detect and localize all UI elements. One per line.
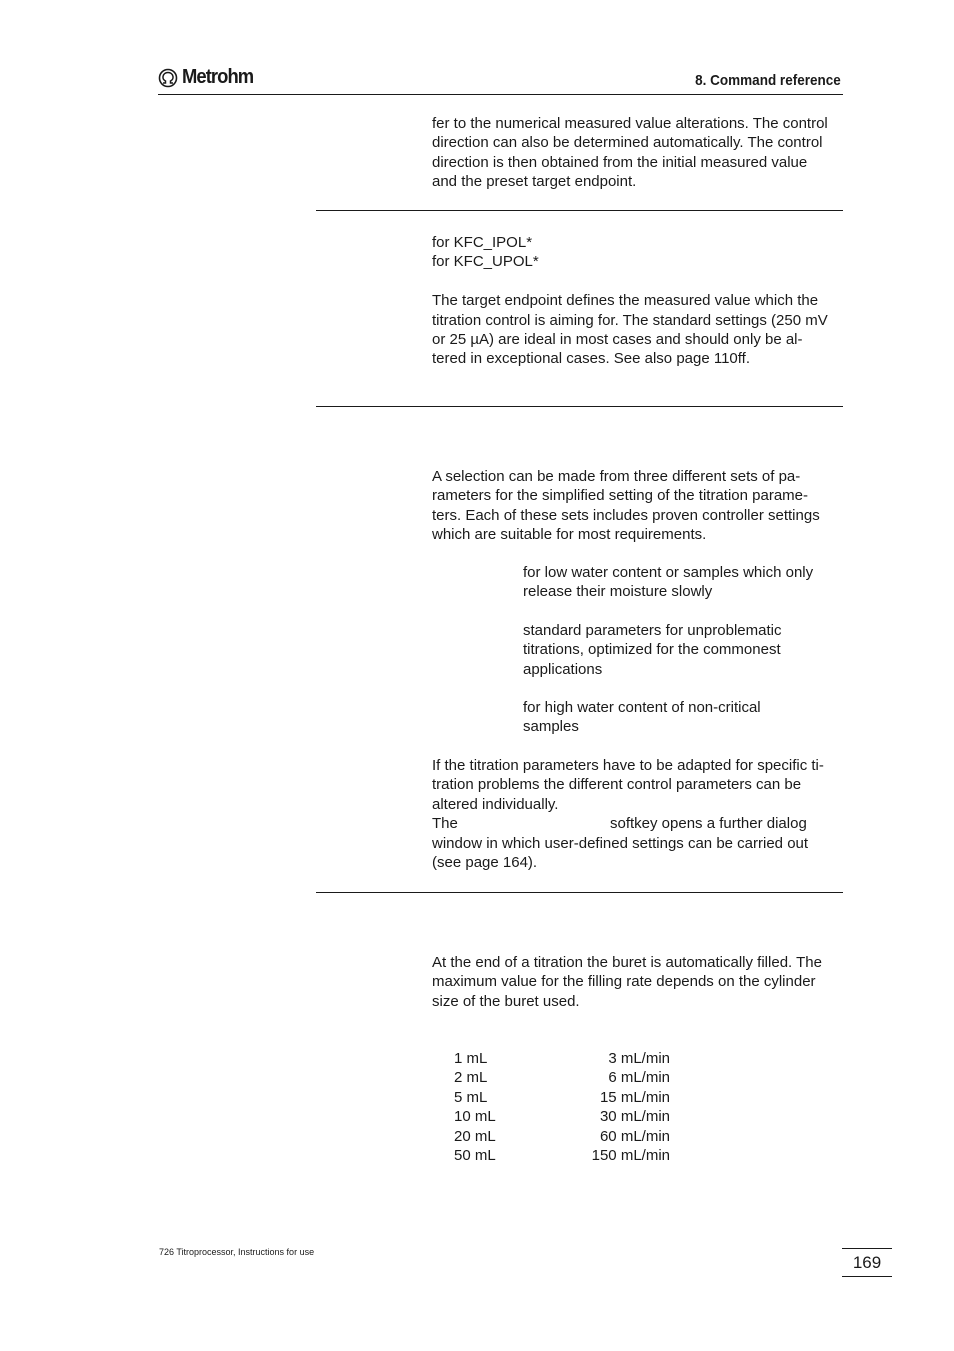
parameter-set-option [523, 698, 761, 737]
cylinder-volume: 10 mL [454, 1108, 496, 1126]
text-line: samples [523, 718, 579, 736]
text-line: which are suitable for most requirements. [432, 526, 707, 544]
table-row [454, 1068, 670, 1087]
text-line: maximum value for the filling rate depends on the cylinder [432, 973, 816, 991]
text-line: direction is then obtained from the initial measured value [432, 153, 808, 171]
cylinder-volume: 1 mL [454, 1050, 488, 1067]
max-filling-rate: 3 mL/min [608, 1050, 670, 1067]
max-filling-rate: 150 mL/min [591, 1147, 670, 1165]
parameter-sets-intro [432, 467, 820, 545]
text-line: If the titration parameters have to be adapted for specific ti- [432, 757, 824, 774]
table-row [454, 1049, 670, 1068]
text-line: size of the buret used. [432, 992, 580, 1010]
text-line: The target endpoint defines the measured value which the [432, 292, 819, 310]
table-row [454, 1146, 670, 1165]
filling-rate-text [432, 953, 822, 1011]
section-divider [316, 210, 843, 211]
text-line: tration problems the different control parameters can be [432, 776, 802, 794]
max-filling-rate: 60 mL/min [599, 1127, 670, 1145]
cylinder-volume: 5 mL [454, 1088, 488, 1106]
range-line: for KFC_IPOL* [432, 234, 533, 251]
section-title: 8. Command reference [695, 72, 841, 89]
filling-rate-table [454, 1049, 670, 1165]
text-line: fer to the numerical measured value alterations. The control [432, 115, 828, 132]
max-filling-rate: 15 mL/min [599, 1088, 670, 1106]
text-line: and the preset target endpoint. [432, 173, 637, 191]
text-line: release their moisture slowly [523, 583, 713, 601]
section-divider [316, 892, 843, 893]
text-line: titrations, optimized for the commonest [523, 641, 781, 659]
cylinder-volume: 20 mL [454, 1127, 496, 1145]
header-rule [158, 94, 843, 95]
text-line: for high water content of non-critical [523, 699, 761, 716]
text-line: standard parameters for unproblematic [523, 622, 782, 639]
text-line: altered individually. [432, 795, 559, 813]
max-filling-rate: 30 mL/min [599, 1108, 670, 1126]
brand-logo [158, 66, 259, 89]
text-line: A selection can be made from three different sets of pa- [432, 468, 801, 485]
target-endpoint-text [432, 233, 828, 369]
text-line: for low water content or samples which only [523, 564, 814, 581]
text-line: tered in exceptional cases. See also page 110ff. [432, 350, 750, 368]
text-line: (see page 164). [432, 854, 538, 872]
text-line: At the end of a titration the buret is automatically filled. The [432, 954, 822, 971]
cylinder-volume: 2 mL [454, 1069, 488, 1087]
table-row [454, 1088, 670, 1107]
parameter-sets-outro [432, 756, 824, 814]
section-divider [316, 406, 843, 407]
text-line: window in which user-defined settings can be carried out [432, 835, 809, 852]
table-row [454, 1127, 670, 1146]
control-direction-text [432, 114, 828, 192]
text-line: ters. Each of these sets includes proven controller settings [432, 506, 820, 524]
text-line: direction can also be determined automatically. The control [432, 134, 823, 152]
softkey-description-continued [432, 834, 808, 873]
page-number: 169 [842, 1248, 892, 1277]
softkey-description: softkey opens a further dialog [610, 815, 807, 832]
metrohm-omega-icon [158, 68, 178, 88]
footer-text: 726 Titroprocessor, Instructions for use [159, 1247, 315, 1257]
text-line: rameters for the simplified setting of the titration parame- [432, 487, 808, 505]
range-line: for KFC_UPOL* [432, 253, 539, 271]
text-line: applications [523, 660, 603, 678]
cylinder-volume: 50 mL [454, 1147, 496, 1165]
softkey-the: The [432, 815, 458, 832]
table-row [454, 1107, 670, 1126]
parameter-set-option [523, 563, 813, 602]
text-line: titration control is aiming for. The standard settings (250 mV [432, 311, 828, 329]
brand-name: Metrohm [182, 66, 254, 88]
max-filling-rate: 6 mL/min [608, 1069, 670, 1087]
text-line: or 25 µA) are ideal in most cases and should only be al- [432, 331, 803, 349]
parameter-set-option [523, 621, 781, 679]
